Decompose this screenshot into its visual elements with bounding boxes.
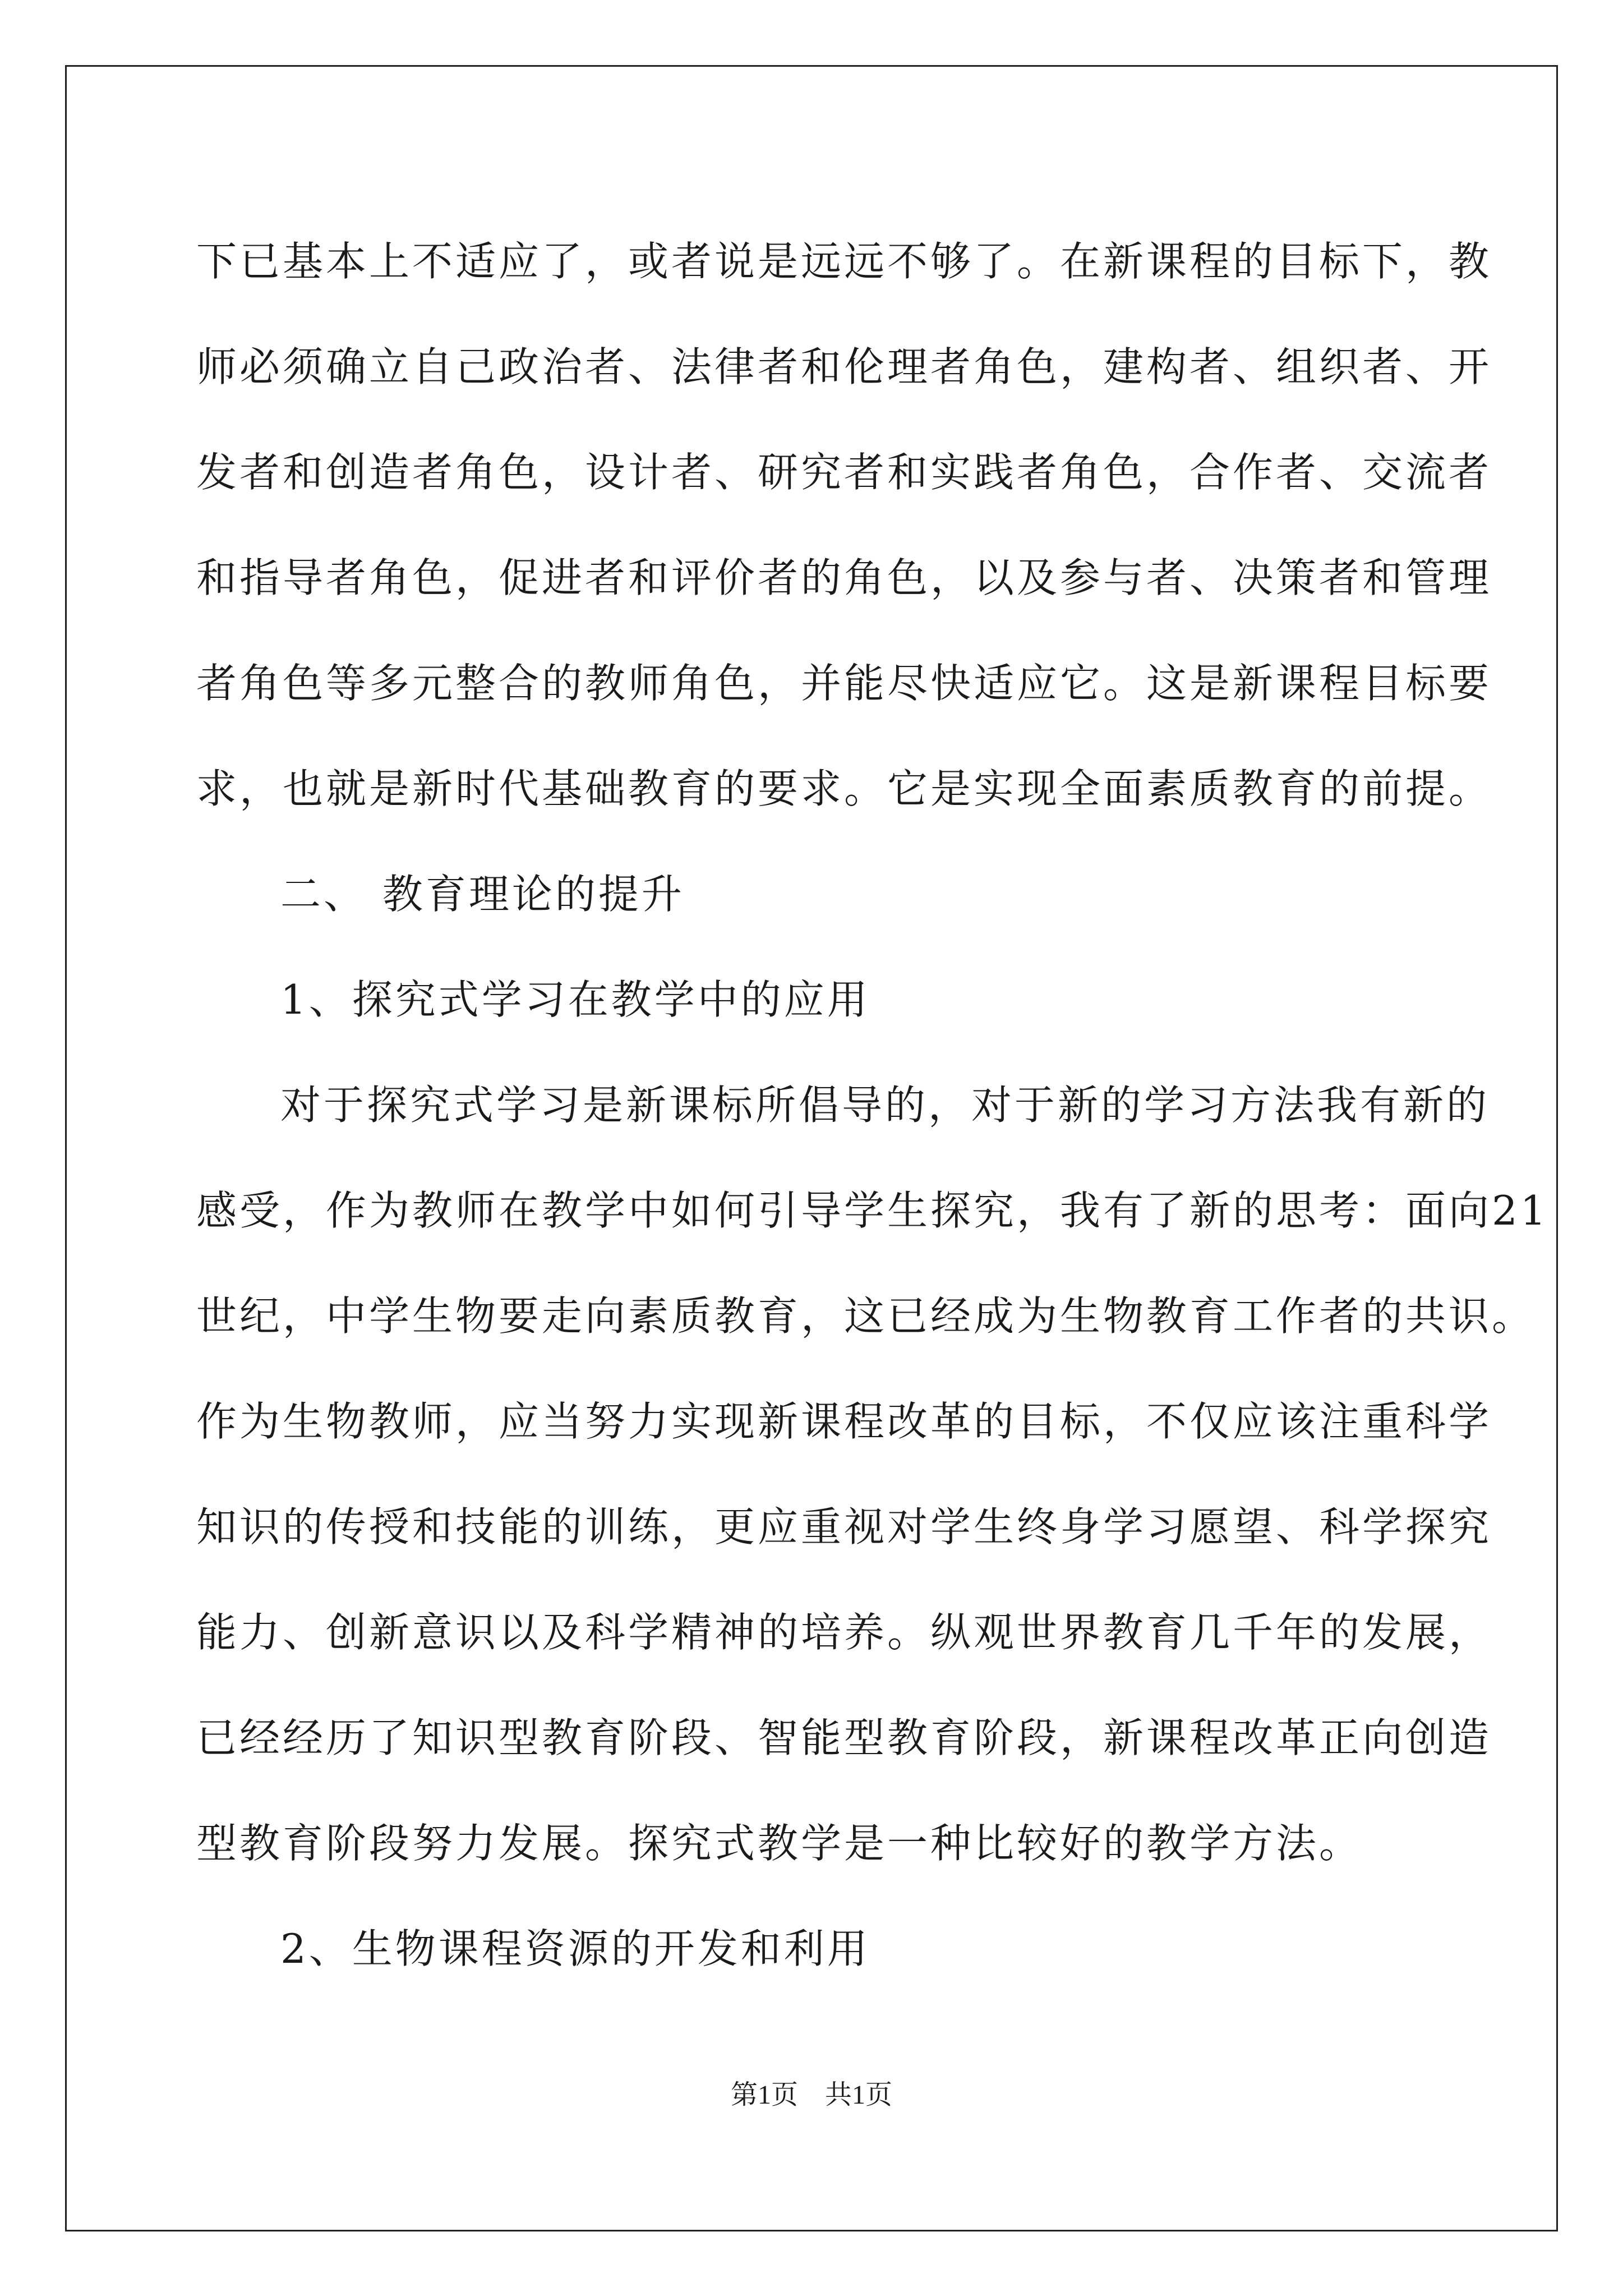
text-line: 下已基本上不适应了，或者说是远远不够了。在新课程的目标下，教 (196, 238, 1492, 285)
text-line: 已经经历了知识型教育阶段、智能型教育阶段，新课程改革正向创造 (196, 1714, 1492, 1761)
text-line: 求，也就是新时代基础教育的要求。它是实现全面素质教育的前提。 (196, 765, 1492, 812)
section-heading: 二、 教育理论的提升 (280, 871, 685, 918)
document-body (196, 209, 1549, 2001)
text-line: 师必须确立自己政治者、法律者和伦理者角色，建构者、组织者、开 (196, 343, 1492, 390)
text-line: 者角色等多元整合的教师角色，并能尽快适应它。这是新课程目标要 (196, 660, 1492, 707)
subsection-heading: 1、探究式学习在教学中的应用 (280, 976, 870, 1023)
text-line: 作为生物教师，应当努力实现新课程改革的目标，不仅应该注重科学 (196, 1398, 1492, 1445)
text-line: 感受，作为教师在教学中如何引导学生探究，我有了新的思考：面向21 (196, 1187, 1549, 1234)
text-line: 型教育阶段努力发展。探究式教学是一种比较好的教学方法。 (196, 1820, 1363, 1867)
subsection-heading: 2、生物课程资源的开发和利用 (280, 1925, 870, 1972)
page-number-footer: 第1页 共1页 (730, 2080, 892, 2110)
text-line: 能力、创新意识以及科学精神的培养。纵观世界教育几千年的发展， (196, 1609, 1492, 1656)
paragraph-start-line: 对于探究式学习是新课标所倡导的，对于新的学习方法我有新的 (280, 1082, 1490, 1129)
text-line: 发者和创造者角色，设计者、研究者和实践者角色，合作者、交流者 (196, 449, 1492, 496)
text-line: 世纪，中学生物要走向素质教育，这已经成为生物教育工作者的共识。 (196, 1292, 1536, 1340)
text-line: 和指导者角色，促进者和评价者的角色，以及参与者、决策者和管理 (196, 554, 1492, 601)
text-line: 知识的传授和技能的训练，更应重视对学生终身学习愿望、科学探究 (196, 1503, 1492, 1550)
